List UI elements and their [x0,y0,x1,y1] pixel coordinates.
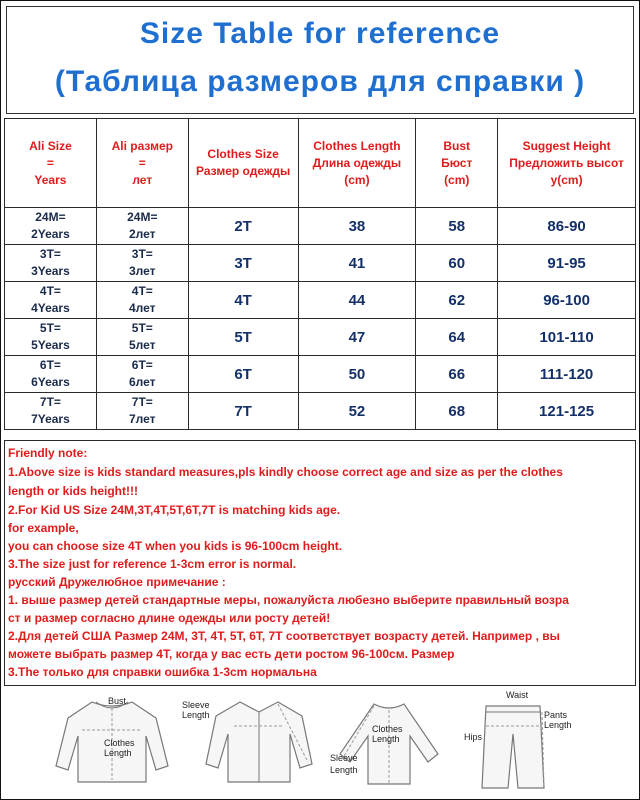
note-line: 2.For Kid US Size 24M,3T,4T,5T,6T,7T is matching kids age. [8,503,341,517]
cell-ali-size: 7T= 7Years [5,393,97,430]
note-line: you can choose size 4T when you kids is 96-100cm height. [8,539,343,553]
shirt-diagram [204,696,314,788]
cell-clothes-size: 3T [188,245,298,282]
title-russian: (Таблица размеров для справки ) [54,65,586,98]
measurement-illustrations [4,686,634,794]
cell-clothes-size: 7T [188,393,298,430]
table-row [5,208,636,245]
cell-ali-razmer: 24M= 2лет [96,208,188,245]
cell-ali-size: 5T= 5Years [5,319,97,356]
size-table [4,118,636,430]
cell-bust: 66 [416,356,498,393]
table-row [5,245,636,282]
cell-clothes-size: 2T [188,208,298,245]
cell-suggest-height: 121-125 [498,393,636,430]
table-row [5,356,636,393]
note-line: 1. выше размер детей стандартные меры, пожалуйста любезно выберите правильный возра [8,593,569,607]
table-row [5,282,636,319]
note-line: Friendly note: [8,446,88,460]
cell-bust: 60 [416,245,498,282]
header-ali-razmer: Ali размер = лет [96,119,188,208]
cell-ali-size: 4T= 4Years [5,282,97,319]
cell-bust: 62 [416,282,498,319]
cell-clothes-size: 4T [188,282,298,319]
note-line: 2.Для детей США Размер 24M, 3T, 4T, 5T, 6T, 7T соответствует возрасту детей. Например , вы [8,629,560,643]
note-line: можете выбрать размер 4T, когда у вас есть дети ростом 96-100см. Размер [8,647,455,661]
header-clothes-length: Clothes Length Длина одежды (cm) [298,119,416,208]
cell-clothes-length: 47 [298,319,416,356]
cell-clothes-size: 6T [188,356,298,393]
cell-ali-size: 3T= 3Years [5,245,97,282]
cell-suggest-height: 96-100 [498,282,636,319]
cell-clothes-length: 38 [298,208,416,245]
cell-clothes-length: 41 [298,245,416,282]
label-waist: Waist [506,690,529,700]
pants-diagram [478,700,548,792]
header-clothes-size: Clothes Size Размер одежды [188,119,298,208]
label-clothes-length-2: Clothes Length [372,724,403,744]
cell-clothes-size: 5T [188,319,298,356]
note-line: 3.The только для справки ошибка 1-3cm нормальна [8,665,317,679]
label-clothes-length: Clothes Length [104,738,135,758]
cell-clothes-length: 50 [298,356,416,393]
label-pants-length: Pants Length [544,710,572,730]
cell-bust: 58 [416,208,498,245]
note-line: length or kids height!!! [8,484,138,498]
cell-ali-razmer: 4T= 4лет [96,282,188,319]
cell-ali-razmer: 3T= 3лет [96,245,188,282]
cell-clothes-length: 52 [298,393,416,430]
header-ali-size: Ali Size = Years [5,119,97,208]
header-suggest-height: Suggest Height Предложить высот у(cm) [498,119,636,208]
friendly-note-box [4,440,636,686]
note-line: 1.Above size is kids standard measures,pls kindly choose correct age and size as per the clothes [8,465,563,479]
label-sleeve-length: Sleeve Length [182,700,210,720]
label-sleeve-length-2: Sleeve Length [330,753,358,775]
table-row [5,393,636,430]
cell-suggest-height: 101-110 [498,319,636,356]
cell-suggest-height: 86-90 [498,208,636,245]
cell-ali-size: 24M= 2Years [5,208,97,245]
cell-ali-razmer: 5T= 5лет [96,319,188,356]
cell-bust: 64 [416,319,498,356]
note-line: русский Дружелюбное примечание : [8,575,226,589]
cell-ali-razmer: 7T= 7лет [96,393,188,430]
table-header-row [5,119,636,208]
cell-bust: 68 [416,393,498,430]
cell-suggest-height: 91-95 [498,245,636,282]
title-box [6,6,634,114]
note-line: for example, [8,521,79,535]
note-line: ст и размер согласно длине одежды или росту детей! [8,611,331,625]
cell-clothes-length: 44 [298,282,416,319]
table-row [5,319,636,356]
cell-suggest-height: 111-120 [498,356,636,393]
cell-ali-size: 6T= 6Years [5,356,97,393]
label-hips: Hips [464,732,483,742]
cell-ali-razmer: 6T= 6лет [96,356,188,393]
header-bust: Bust Бюст (cm) [416,119,498,208]
label-bust: Bust [108,696,127,706]
title-english: Size Table for reference [139,17,501,50]
note-line: 3.The size just for reference 1-3cm error is normal. [8,557,297,571]
